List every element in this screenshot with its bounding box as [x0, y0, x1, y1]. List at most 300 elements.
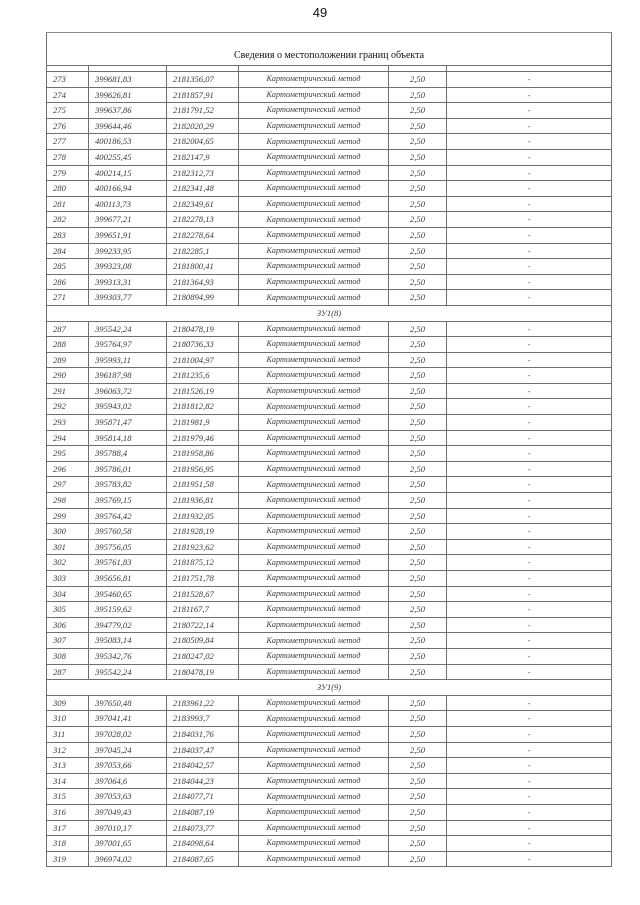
- y-coordinate-cell: 2180894,99: [167, 290, 239, 306]
- table-row: [47, 539, 612, 555]
- description-cell: -: [447, 773, 612, 789]
- y-coordinate-cell: 2182341,48: [167, 181, 239, 197]
- accuracy-cell: 2,50: [389, 648, 447, 664]
- point-number-cell: 282: [47, 212, 89, 228]
- description-cell: -: [447, 227, 612, 243]
- point-number-cell: 311: [47, 726, 89, 742]
- method-cell: Картометрический метод: [239, 851, 389, 867]
- point-number-cell: 281: [47, 196, 89, 212]
- y-coordinate-cell: 2181812,82: [167, 399, 239, 415]
- accuracy-cell: 2,50: [389, 633, 447, 649]
- point-number-cell: 274: [47, 87, 89, 103]
- table-row: [47, 212, 612, 228]
- method-cell: Картометрический метод: [239, 461, 389, 477]
- point-number-cell: 271: [47, 290, 89, 306]
- x-coordinate-cell: 395542,24: [89, 321, 167, 337]
- table-row: [47, 508, 612, 524]
- point-number-cell: 300: [47, 524, 89, 540]
- point-number-cell: 301: [47, 539, 89, 555]
- x-coordinate-cell: 397045,24: [89, 742, 167, 758]
- y-coordinate-cell: 2181857,91: [167, 87, 239, 103]
- accuracy-cell: 2,50: [389, 820, 447, 836]
- accuracy-cell: 2,50: [389, 539, 447, 555]
- section-label: ЗУ1(9): [47, 680, 612, 696]
- point-number-cell: 318: [47, 836, 89, 852]
- method-cell: Картометрический метод: [239, 773, 389, 789]
- method-cell: Картометрический метод: [239, 633, 389, 649]
- point-number-cell: 289: [47, 352, 89, 368]
- y-coordinate-cell: 2184098,64: [167, 836, 239, 852]
- method-cell: Картометрический метод: [239, 711, 389, 727]
- accuracy-cell: 2,50: [389, 758, 447, 774]
- y-coordinate-cell: 2181956,95: [167, 461, 239, 477]
- table-row: [47, 664, 612, 680]
- method-cell: Картометрический метод: [239, 290, 389, 306]
- point-number-cell: 309: [47, 695, 89, 711]
- accuracy-cell: 2,50: [389, 290, 447, 306]
- method-cell: Картометрический метод: [239, 383, 389, 399]
- table-row: [47, 804, 612, 820]
- table-row: [47, 617, 612, 633]
- section-row: [47, 305, 612, 321]
- accuracy-cell: 2,50: [389, 555, 447, 571]
- point-number-cell: 292: [47, 399, 89, 415]
- y-coordinate-cell: 2181951,58: [167, 477, 239, 493]
- point-number-cell: 279: [47, 165, 89, 181]
- y-coordinate-cell: 2181791,52: [167, 103, 239, 119]
- method-cell: Картометрический метод: [239, 259, 389, 275]
- y-coordinate-cell: 2184073,77: [167, 820, 239, 836]
- point-number-cell: 288: [47, 337, 89, 353]
- description-cell: -: [447, 290, 612, 306]
- x-coordinate-cell: 395760,58: [89, 524, 167, 540]
- y-coordinate-cell: 2181235,6: [167, 368, 239, 384]
- x-coordinate-cell: 399637,86: [89, 103, 167, 119]
- description-cell: -: [447, 368, 612, 384]
- point-number-cell: 278: [47, 149, 89, 165]
- accuracy-cell: 2,50: [389, 836, 447, 852]
- x-coordinate-cell: 397028,02: [89, 726, 167, 742]
- accuracy-cell: 2,50: [389, 571, 447, 587]
- point-number-cell: 308: [47, 648, 89, 664]
- description-cell: -: [447, 399, 612, 415]
- method-cell: Картометрический метод: [239, 337, 389, 353]
- y-coordinate-cell: 2184087,65: [167, 851, 239, 867]
- y-coordinate-cell: 2180478,19: [167, 321, 239, 337]
- y-coordinate-cell: 2184044,23: [167, 773, 239, 789]
- page-number: 49: [312, 5, 328, 20]
- x-coordinate-cell: 395769,15: [89, 493, 167, 509]
- method-cell: Картометрический метод: [239, 368, 389, 384]
- table-row: [47, 695, 612, 711]
- table-row: [47, 415, 612, 431]
- method-cell: Картометрический метод: [239, 149, 389, 165]
- method-cell: Картометрический метод: [239, 477, 389, 493]
- x-coordinate-cell: 396063,72: [89, 383, 167, 399]
- x-coordinate-cell: 395814,18: [89, 430, 167, 446]
- accuracy-cell: 2,50: [389, 383, 447, 399]
- table-row: [47, 633, 612, 649]
- method-cell: Картометрический метод: [239, 72, 389, 88]
- x-coordinate-cell: 397001,65: [89, 836, 167, 852]
- method-cell: Картометрический метод: [239, 836, 389, 852]
- description-cell: -: [447, 103, 612, 119]
- table-row: [47, 87, 612, 103]
- table-row: [47, 118, 612, 134]
- y-coordinate-cell: 2184077,71: [167, 789, 239, 805]
- method-cell: Картометрический метод: [239, 571, 389, 587]
- description-cell: -: [447, 212, 612, 228]
- x-coordinate-cell: 395788,4: [89, 446, 167, 462]
- point-number-cell: 310: [47, 711, 89, 727]
- table-row: [47, 352, 612, 368]
- table-row: [47, 72, 612, 88]
- y-coordinate-cell: 2182278,13: [167, 212, 239, 228]
- x-coordinate-cell: 400166,94: [89, 181, 167, 197]
- description-cell: -: [447, 118, 612, 134]
- x-coordinate-cell: 395542,24: [89, 664, 167, 680]
- point-number-cell: 291: [47, 383, 89, 399]
- point-number-cell: 287: [47, 664, 89, 680]
- description-cell: -: [447, 259, 612, 275]
- point-number-cell: 297: [47, 477, 89, 493]
- table-row: [47, 836, 612, 852]
- description-cell: -: [447, 742, 612, 758]
- point-number-cell: 286: [47, 274, 89, 290]
- x-coordinate-cell: 395783,82: [89, 477, 167, 493]
- x-coordinate-cell: 399681,83: [89, 72, 167, 88]
- method-cell: Картометрический метод: [239, 804, 389, 820]
- point-number-cell: 306: [47, 617, 89, 633]
- y-coordinate-cell: 2181526,19: [167, 383, 239, 399]
- y-coordinate-cell: 2181751,78: [167, 571, 239, 587]
- table-row: [47, 726, 612, 742]
- table-row: [47, 586, 612, 602]
- description-cell: -: [447, 524, 612, 540]
- point-number-cell: 275: [47, 103, 89, 119]
- y-coordinate-cell: 2182147,9: [167, 149, 239, 165]
- point-number-cell: 285: [47, 259, 89, 275]
- accuracy-cell: 2,50: [389, 711, 447, 727]
- x-coordinate-cell: 397053,66: [89, 758, 167, 774]
- description-cell: -: [447, 446, 612, 462]
- y-coordinate-cell: 2181167,7: [167, 602, 239, 618]
- x-coordinate-cell: 399644,46: [89, 118, 167, 134]
- table-row: [47, 446, 612, 462]
- x-coordinate-cell: 395656,81: [89, 571, 167, 587]
- method-cell: Картометрический метод: [239, 586, 389, 602]
- description-cell: -: [447, 789, 612, 805]
- y-coordinate-cell: 2181928,19: [167, 524, 239, 540]
- table-row: [47, 602, 612, 618]
- description-cell: -: [447, 415, 612, 431]
- accuracy-cell: 2,50: [389, 72, 447, 88]
- y-coordinate-cell: 2181981,9: [167, 415, 239, 431]
- table-row: [47, 820, 612, 836]
- description-cell: -: [447, 383, 612, 399]
- y-coordinate-cell: 2181923,62: [167, 539, 239, 555]
- method-cell: Картометрический метод: [239, 165, 389, 181]
- x-coordinate-cell: 399651,91: [89, 227, 167, 243]
- accuracy-cell: 2,50: [389, 165, 447, 181]
- accuracy-cell: 2,50: [389, 664, 447, 680]
- table-row: [47, 851, 612, 867]
- x-coordinate-cell: 395761,83: [89, 555, 167, 571]
- method-cell: Картометрический метод: [239, 196, 389, 212]
- point-number-cell: 298: [47, 493, 89, 509]
- x-coordinate-cell: 395756,05: [89, 539, 167, 555]
- description-cell: -: [447, 461, 612, 477]
- method-cell: Картометрический метод: [239, 103, 389, 119]
- method-cell: Картометрический метод: [239, 118, 389, 134]
- description-cell: -: [447, 836, 612, 852]
- table-title: Сведения о местоположении границ объекта: [47, 33, 612, 66]
- y-coordinate-cell: 2181800,41: [167, 259, 239, 275]
- accuracy-cell: 2,50: [389, 789, 447, 805]
- x-coordinate-cell: 395764,42: [89, 508, 167, 524]
- method-cell: Картометрический метод: [239, 539, 389, 555]
- y-coordinate-cell: 2180509,84: [167, 633, 239, 649]
- x-coordinate-cell: 395764,97: [89, 337, 167, 353]
- y-coordinate-cell: 2182020,29: [167, 118, 239, 134]
- method-cell: Картометрический метод: [239, 508, 389, 524]
- y-coordinate-cell: 2181958,86: [167, 446, 239, 462]
- method-cell: Картометрический метод: [239, 446, 389, 462]
- point-number-cell: 276: [47, 118, 89, 134]
- method-cell: Картометрический метод: [239, 227, 389, 243]
- point-number-cell: 303: [47, 571, 89, 587]
- description-cell: -: [447, 165, 612, 181]
- x-coordinate-cell: 395083,14: [89, 633, 167, 649]
- point-number-cell: 307: [47, 633, 89, 649]
- x-coordinate-cell: 397049,43: [89, 804, 167, 820]
- y-coordinate-cell: 2181932,05: [167, 508, 239, 524]
- description-cell: -: [447, 87, 612, 103]
- point-number-cell: 283: [47, 227, 89, 243]
- table-row: [47, 149, 612, 165]
- x-coordinate-cell: 397053,63: [89, 789, 167, 805]
- table-row: [47, 493, 612, 509]
- accuracy-cell: 2,50: [389, 617, 447, 633]
- method-cell: Картометрический метод: [239, 820, 389, 836]
- x-coordinate-cell: 395342,76: [89, 648, 167, 664]
- accuracy-cell: 2,50: [389, 259, 447, 275]
- method-cell: Картометрический метод: [239, 493, 389, 509]
- accuracy-cell: 2,50: [389, 368, 447, 384]
- point-number-cell: 296: [47, 461, 89, 477]
- description-cell: -: [447, 337, 612, 353]
- method-cell: Картометрический метод: [239, 181, 389, 197]
- y-coordinate-cell: 2180247,02: [167, 648, 239, 664]
- description-cell: -: [447, 571, 612, 587]
- accuracy-cell: 2,50: [389, 461, 447, 477]
- x-coordinate-cell: 399233,95: [89, 243, 167, 259]
- table-row: [47, 773, 612, 789]
- table-row: [47, 555, 612, 571]
- description-cell: -: [447, 648, 612, 664]
- x-coordinate-cell: 400255,45: [89, 149, 167, 165]
- accuracy-cell: 2,50: [389, 773, 447, 789]
- point-number-cell: 293: [47, 415, 89, 431]
- table-row: [47, 758, 612, 774]
- y-coordinate-cell: 2183961,22: [167, 695, 239, 711]
- y-coordinate-cell: 2183993,7: [167, 711, 239, 727]
- description-cell: -: [447, 539, 612, 555]
- accuracy-cell: 2,50: [389, 508, 447, 524]
- point-number-cell: 304: [47, 586, 89, 602]
- method-cell: Картометрический метод: [239, 399, 389, 415]
- accuracy-cell: 2,50: [389, 586, 447, 602]
- description-cell: -: [447, 243, 612, 259]
- accuracy-cell: 2,50: [389, 430, 447, 446]
- description-cell: -: [447, 181, 612, 197]
- table-row: [47, 165, 612, 181]
- point-number-cell: 299: [47, 508, 89, 524]
- x-coordinate-cell: 396974,02: [89, 851, 167, 867]
- x-coordinate-cell: 397041,41: [89, 711, 167, 727]
- method-cell: Картометрический метод: [239, 87, 389, 103]
- x-coordinate-cell: 395460,65: [89, 586, 167, 602]
- point-number-cell: 314: [47, 773, 89, 789]
- description-cell: -: [447, 508, 612, 524]
- accuracy-cell: 2,50: [389, 804, 447, 820]
- description-cell: -: [447, 695, 612, 711]
- description-cell: -: [447, 633, 612, 649]
- table-row: [47, 368, 612, 384]
- x-coordinate-cell: 400186,53: [89, 134, 167, 150]
- x-coordinate-cell: 399303,77: [89, 290, 167, 306]
- description-cell: -: [447, 555, 612, 571]
- method-cell: Картометрический метод: [239, 555, 389, 571]
- table-row: [47, 711, 612, 727]
- accuracy-cell: 2,50: [389, 602, 447, 618]
- method-cell: Картометрический метод: [239, 758, 389, 774]
- method-cell: Картометрический метод: [239, 617, 389, 633]
- description-cell: -: [447, 711, 612, 727]
- method-cell: Картометрический метод: [239, 352, 389, 368]
- accuracy-cell: 2,50: [389, 726, 447, 742]
- point-number-cell: 313: [47, 758, 89, 774]
- description-cell: -: [447, 664, 612, 680]
- description-cell: -: [447, 321, 612, 337]
- description-cell: -: [447, 493, 612, 509]
- x-coordinate-cell: 397064,6: [89, 773, 167, 789]
- y-coordinate-cell: 2184031,76: [167, 726, 239, 742]
- method-cell: Картометрический метод: [239, 664, 389, 680]
- y-coordinate-cell: 2180722,14: [167, 617, 239, 633]
- description-cell: -: [447, 274, 612, 290]
- table-row: [47, 103, 612, 119]
- description-cell: -: [447, 851, 612, 867]
- description-cell: -: [447, 602, 612, 618]
- accuracy-cell: 2,50: [389, 181, 447, 197]
- y-coordinate-cell: 2181979,46: [167, 430, 239, 446]
- x-coordinate-cell: 397650,48: [89, 695, 167, 711]
- x-coordinate-cell: 399677,21: [89, 212, 167, 228]
- accuracy-cell: 2,50: [389, 477, 447, 493]
- table-row: [47, 461, 612, 477]
- accuracy-cell: 2,50: [389, 87, 447, 103]
- description-cell: -: [447, 477, 612, 493]
- description-cell: -: [447, 758, 612, 774]
- x-coordinate-cell: 395943,02: [89, 399, 167, 415]
- accuracy-cell: 2,50: [389, 134, 447, 150]
- point-number-cell: 319: [47, 851, 89, 867]
- x-coordinate-cell: 395159,62: [89, 602, 167, 618]
- table-row: [47, 430, 612, 446]
- table-title-row: [47, 33, 612, 66]
- description-cell: -: [447, 726, 612, 742]
- x-coordinate-cell: 400113,73: [89, 196, 167, 212]
- y-coordinate-cell: 2182349,61: [167, 196, 239, 212]
- table-row: [47, 648, 612, 664]
- accuracy-cell: 2,50: [389, 415, 447, 431]
- method-cell: Картометрический метод: [239, 321, 389, 337]
- description-cell: -: [447, 72, 612, 88]
- table-row: [47, 321, 612, 337]
- point-number-cell: 295: [47, 446, 89, 462]
- description-cell: -: [447, 352, 612, 368]
- point-number-cell: 284: [47, 243, 89, 259]
- section-row: [47, 680, 612, 696]
- accuracy-cell: 2,50: [389, 212, 447, 228]
- y-coordinate-cell: 2180478,19: [167, 664, 239, 680]
- boundary-coordinates-table: [46, 32, 612, 867]
- table-row: [47, 571, 612, 587]
- x-coordinate-cell: 395871,47: [89, 415, 167, 431]
- accuracy-cell: 2,50: [389, 149, 447, 165]
- accuracy-cell: 2,50: [389, 399, 447, 415]
- point-number-cell: 280: [47, 181, 89, 197]
- method-cell: Картометрический метод: [239, 726, 389, 742]
- table-row: [47, 742, 612, 758]
- description-cell: -: [447, 586, 612, 602]
- method-cell: Картометрический метод: [239, 742, 389, 758]
- x-coordinate-cell: 397010,17: [89, 820, 167, 836]
- point-number-cell: 277: [47, 134, 89, 150]
- accuracy-cell: 2,50: [389, 742, 447, 758]
- method-cell: Картометрический метод: [239, 524, 389, 540]
- table-row: [47, 274, 612, 290]
- table-row: [47, 243, 612, 259]
- section-label: ЗУ1(8): [47, 305, 612, 321]
- y-coordinate-cell: 2180736,33: [167, 337, 239, 353]
- method-cell: Картометрический метод: [239, 602, 389, 618]
- y-coordinate-cell: 2181004,97: [167, 352, 239, 368]
- x-coordinate-cell: 395993,11: [89, 352, 167, 368]
- point-number-cell: 312: [47, 742, 89, 758]
- method-cell: Картометрический метод: [239, 243, 389, 259]
- point-number-cell: 316: [47, 804, 89, 820]
- accuracy-cell: 2,50: [389, 227, 447, 243]
- point-number-cell: 287: [47, 321, 89, 337]
- accuracy-cell: 2,50: [389, 274, 447, 290]
- table-row: [47, 134, 612, 150]
- x-coordinate-cell: 394779,02: [89, 617, 167, 633]
- y-coordinate-cell: 2184087,19: [167, 804, 239, 820]
- accuracy-cell: 2,50: [389, 524, 447, 540]
- y-coordinate-cell: 2181528,67: [167, 586, 239, 602]
- description-cell: -: [447, 430, 612, 446]
- table-row: [47, 399, 612, 415]
- description-cell: -: [447, 804, 612, 820]
- x-coordinate-cell: 399323,08: [89, 259, 167, 275]
- method-cell: Картометрический метод: [239, 274, 389, 290]
- table-row: [47, 259, 612, 275]
- table-row: [47, 337, 612, 353]
- y-coordinate-cell: 2182278,64: [167, 227, 239, 243]
- description-cell: -: [447, 134, 612, 150]
